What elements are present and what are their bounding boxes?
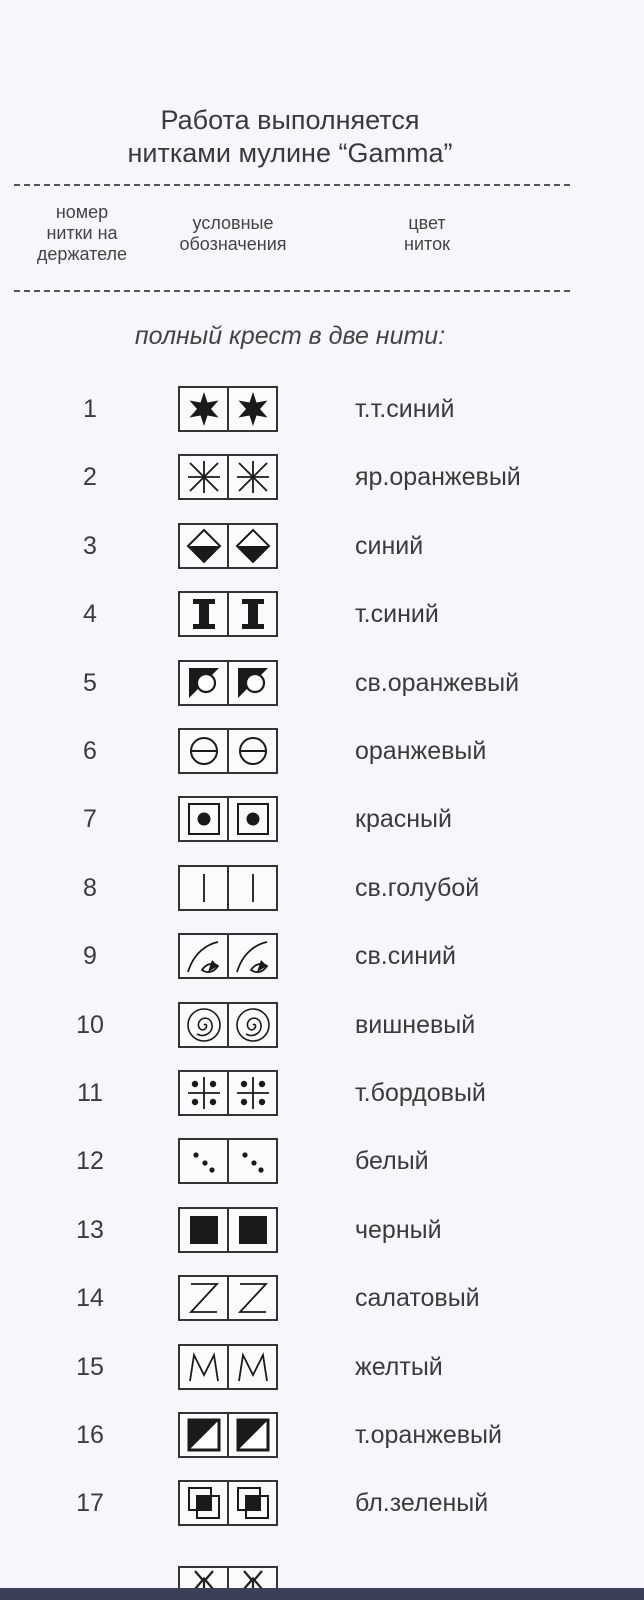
thread-number: 5 xyxy=(83,669,97,697)
spiral-icon xyxy=(227,1004,276,1046)
legend-row xyxy=(0,521,644,571)
i-beam-icon xyxy=(227,593,276,635)
thread-color: т.бордовый xyxy=(355,1079,486,1107)
letter-z-icon xyxy=(180,1277,227,1319)
star-icon xyxy=(180,388,227,430)
overlapping-squares-icon xyxy=(227,1482,276,1524)
symbol-box xyxy=(178,865,278,911)
symbol-box xyxy=(178,1207,278,1253)
legend-row xyxy=(0,1000,644,1050)
thread-color: синий xyxy=(355,532,424,560)
symbol-box xyxy=(178,1070,278,1116)
thread-number: 2 xyxy=(83,463,97,491)
letter-z-icon xyxy=(227,1277,276,1319)
theta-icon xyxy=(227,730,276,772)
symbol-box xyxy=(178,1002,278,1048)
column-header-symbols: условные обозначения xyxy=(179,213,287,254)
symbol-box xyxy=(178,523,278,569)
header-divider xyxy=(14,290,570,292)
symbol-box xyxy=(178,1480,278,1526)
thread-color: красный xyxy=(355,805,452,833)
symbol-box xyxy=(178,454,278,500)
thread-color: оранжевый xyxy=(355,737,487,765)
thread-number: 17 xyxy=(76,1489,104,1517)
symbol-box xyxy=(178,591,278,637)
leaf-curve-icon xyxy=(180,935,227,977)
section-subtitle: полный крест в две нити: xyxy=(134,322,446,350)
legend-row xyxy=(0,1273,644,1323)
legend-row xyxy=(0,794,644,844)
leaf-curve-icon xyxy=(227,935,276,977)
legend-row xyxy=(0,384,644,434)
spiral-icon xyxy=(180,1004,227,1046)
corner-circle-icon xyxy=(227,662,276,704)
column-header-number: номер нитки на держателе xyxy=(36,202,128,264)
thread-number: 1 xyxy=(83,395,97,423)
thread-color: вишневый xyxy=(355,1011,476,1039)
half-filled-square-icon xyxy=(180,1414,227,1456)
thread-color: яр.оранжевый xyxy=(355,463,521,491)
thread-color: бл.зеленый xyxy=(355,1489,489,1517)
legend-row xyxy=(0,452,644,502)
hash-dots-icon xyxy=(227,1072,276,1114)
star-icon xyxy=(227,388,276,430)
dot-in-square-icon xyxy=(180,798,227,840)
symbol-box xyxy=(178,1344,278,1390)
scan-edge xyxy=(0,1588,644,1600)
thread-number: 7 xyxy=(83,805,97,833)
legend-row xyxy=(0,1136,644,1186)
thread-number: 16 xyxy=(76,1421,104,1449)
symbol-box xyxy=(178,1412,278,1458)
column-header-color: цвет ниток xyxy=(404,213,450,254)
thread-number: 6 xyxy=(83,737,97,765)
legend-row xyxy=(0,658,644,708)
vertical-line-icon xyxy=(180,867,227,909)
thread-number: 9 xyxy=(83,942,97,970)
legend-row xyxy=(0,589,644,639)
overlapping-squares-icon xyxy=(180,1482,227,1524)
theta-icon xyxy=(180,730,227,772)
legend-row xyxy=(0,1205,644,1255)
legend-row xyxy=(0,863,644,913)
thread-color: т.оранжевый xyxy=(355,1421,502,1449)
thread-color: черный xyxy=(355,1216,442,1244)
corner-circle-icon xyxy=(180,662,227,704)
top-divider xyxy=(14,184,570,186)
thread-number: 14 xyxy=(76,1284,104,1312)
thread-color: т.синий xyxy=(355,600,439,628)
vertical-line-icon xyxy=(227,867,276,909)
thread-number: 8 xyxy=(83,874,97,902)
thread-number: 15 xyxy=(76,1353,104,1381)
thread-number: 12 xyxy=(76,1147,104,1175)
symbol-box xyxy=(178,1138,278,1184)
diamond-half-icon xyxy=(227,525,276,567)
thread-color: св.оранжевый xyxy=(355,669,520,697)
thread-number: 10 xyxy=(76,1011,104,1039)
dot-in-square-icon xyxy=(227,798,276,840)
page-title xyxy=(60,104,520,170)
legend-row xyxy=(0,1478,644,1528)
three-dots-icon xyxy=(227,1140,276,1182)
symbol-box xyxy=(178,728,278,774)
symbol-box xyxy=(178,660,278,706)
thread-color: св.голубой xyxy=(355,874,480,902)
symbol-box xyxy=(178,1275,278,1321)
legend-row xyxy=(0,726,644,776)
thread-color: желтый xyxy=(355,1353,443,1381)
thread-color: белый xyxy=(355,1147,429,1175)
three-dots-icon xyxy=(180,1140,227,1182)
legend-row xyxy=(0,1410,644,1460)
thread-color: салатовый xyxy=(355,1284,480,1312)
diamond-half-icon xyxy=(180,525,227,567)
thread-number: 11 xyxy=(77,1079,103,1107)
i-beam-icon xyxy=(180,593,227,635)
thread-color: св.синий xyxy=(355,942,456,970)
asterisk-icon xyxy=(227,456,276,498)
thread-color: т.т.синий xyxy=(355,395,455,423)
title-line-2: нитками мулине “Gamma” xyxy=(127,138,453,168)
symbol-box xyxy=(178,933,278,979)
thread-number: 13 xyxy=(76,1216,104,1244)
letter-m-icon xyxy=(227,1346,276,1388)
thread-number: 3 xyxy=(83,532,97,560)
symbol-box xyxy=(178,796,278,842)
letter-m-icon xyxy=(180,1346,227,1388)
legend-row xyxy=(0,931,644,981)
asterisk-icon xyxy=(180,456,227,498)
legend-row xyxy=(0,1068,644,1118)
symbol-box xyxy=(178,386,278,432)
filled-square-icon xyxy=(227,1209,276,1251)
legend-row xyxy=(0,1342,644,1392)
filled-square-icon xyxy=(180,1209,227,1251)
title-line-1: Работа выполняется xyxy=(160,105,420,135)
half-filled-square-icon xyxy=(227,1414,276,1456)
hash-dots-icon xyxy=(180,1072,227,1114)
thread-number: 4 xyxy=(83,600,97,628)
